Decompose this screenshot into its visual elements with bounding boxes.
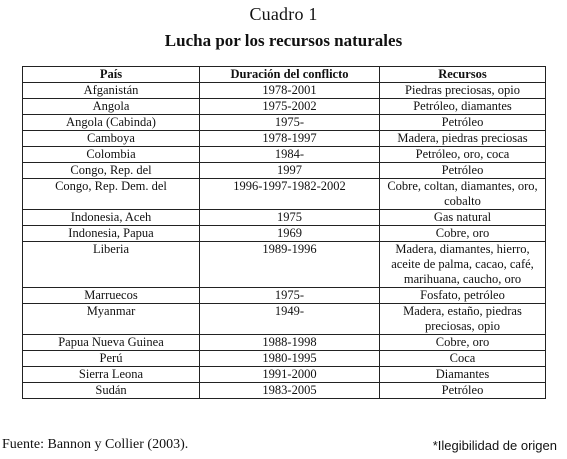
table-row bbox=[23, 383, 546, 399]
cell-country: Indonesia, Aceh bbox=[23, 210, 200, 226]
cell-resources: Cobre, oro bbox=[380, 335, 546, 351]
cell-duration: 1975- bbox=[200, 288, 380, 304]
table-row bbox=[23, 335, 546, 351]
cell-duration: 1978-1997 bbox=[200, 131, 380, 147]
cell-resources: Petróleo, oro, coca bbox=[380, 147, 546, 163]
cell-country: Angola (Cabinda) bbox=[23, 115, 200, 131]
cell-country: Afganistán bbox=[23, 83, 200, 99]
cell-resources: Petróleo bbox=[380, 115, 546, 131]
legibility-note: *Ilegibilidad de origen bbox=[432, 438, 557, 453]
cell-duration: 1975 bbox=[200, 210, 380, 226]
header-row bbox=[23, 67, 546, 83]
table-caption: Cuadro 1 bbox=[249, 4, 318, 24]
cell-resources: Fosfato, petróleo bbox=[380, 288, 546, 304]
cell-resources: Coca bbox=[380, 351, 546, 367]
cell-country: Perú bbox=[23, 351, 200, 367]
cell-duration: 1969 bbox=[200, 226, 380, 242]
cell-country: Congo, Rep. del bbox=[23, 163, 200, 179]
cell-country: Camboya bbox=[23, 131, 200, 147]
cell-duration: 1980-1995 bbox=[200, 351, 380, 367]
resources-table bbox=[22, 66, 546, 399]
cell-country: Colombia bbox=[23, 147, 200, 163]
cell-resources: Piedras preciosas, opio bbox=[380, 83, 546, 99]
cell-country: Congo, Rep. Dem. del bbox=[23, 179, 200, 210]
cell-resources: Cobre, coltan, diamantes, oro, cobalto bbox=[380, 179, 546, 210]
cell-duration: 1988-1998 bbox=[200, 335, 380, 351]
cell-resources: Gas natural bbox=[380, 210, 546, 226]
cell-duration: 1949- bbox=[200, 304, 380, 335]
table-row bbox=[23, 304, 546, 335]
cell-country: Angola bbox=[23, 99, 200, 115]
cell-resources: Madera, diamantes, hierro, aceite de palma, cacao, café, marihuana, caucho, oro bbox=[380, 242, 546, 288]
cell-resources: Petróleo, diamantes bbox=[380, 99, 546, 115]
cell-country: Sudán bbox=[23, 383, 200, 399]
table-row bbox=[23, 210, 546, 226]
header-resources: Recursos bbox=[380, 67, 546, 83]
cell-duration: 1975-2002 bbox=[200, 99, 380, 115]
table-row bbox=[23, 367, 546, 383]
table-row bbox=[23, 179, 546, 210]
table-row bbox=[23, 83, 546, 99]
table-row bbox=[23, 163, 546, 179]
table-row bbox=[23, 242, 546, 288]
table-row bbox=[23, 99, 546, 115]
table-row bbox=[23, 131, 546, 147]
cell-duration: 1991-2000 bbox=[200, 367, 380, 383]
cell-duration: 1984- bbox=[200, 147, 380, 163]
cell-duration: 1997 bbox=[200, 163, 380, 179]
cell-country: Papua Nueva Guinea bbox=[23, 335, 200, 351]
header-country: País bbox=[23, 67, 200, 83]
cell-country: Indonesia, Papua bbox=[23, 226, 200, 242]
table-row bbox=[23, 288, 546, 304]
cell-country: Marruecos bbox=[23, 288, 200, 304]
cell-duration: 1996-1997-1982-2002 bbox=[200, 179, 380, 210]
cell-country: Sierra Leona bbox=[23, 367, 200, 383]
cell-duration: 1989-1996 bbox=[200, 242, 380, 288]
cell-resources: Petróleo bbox=[380, 383, 546, 399]
cell-country: Myanmar bbox=[23, 304, 200, 335]
table-title: Lucha por los recursos naturales bbox=[164, 31, 403, 50]
cell-duration: 1983-2005 bbox=[200, 383, 380, 399]
cell-duration: 1978-2001 bbox=[200, 83, 380, 99]
table-row bbox=[23, 351, 546, 367]
cell-duration: 1975- bbox=[200, 115, 380, 131]
cell-resources: Cobre, oro bbox=[380, 226, 546, 242]
cell-resources: Diamantes bbox=[380, 367, 546, 383]
cell-country: Liberia bbox=[23, 242, 200, 288]
table-row bbox=[23, 115, 546, 131]
cell-resources: Madera, estaño, piedras preciosas, opio bbox=[380, 304, 546, 335]
cell-resources: Madera, piedras preciosas bbox=[380, 131, 546, 147]
table-row bbox=[23, 147, 546, 163]
table-row bbox=[23, 226, 546, 242]
source-note: Fuente: Bannon y Collier (2003). bbox=[2, 437, 189, 452]
header-duration: Duración del conflicto bbox=[200, 67, 380, 83]
cell-resources: Petróleo bbox=[380, 163, 546, 179]
